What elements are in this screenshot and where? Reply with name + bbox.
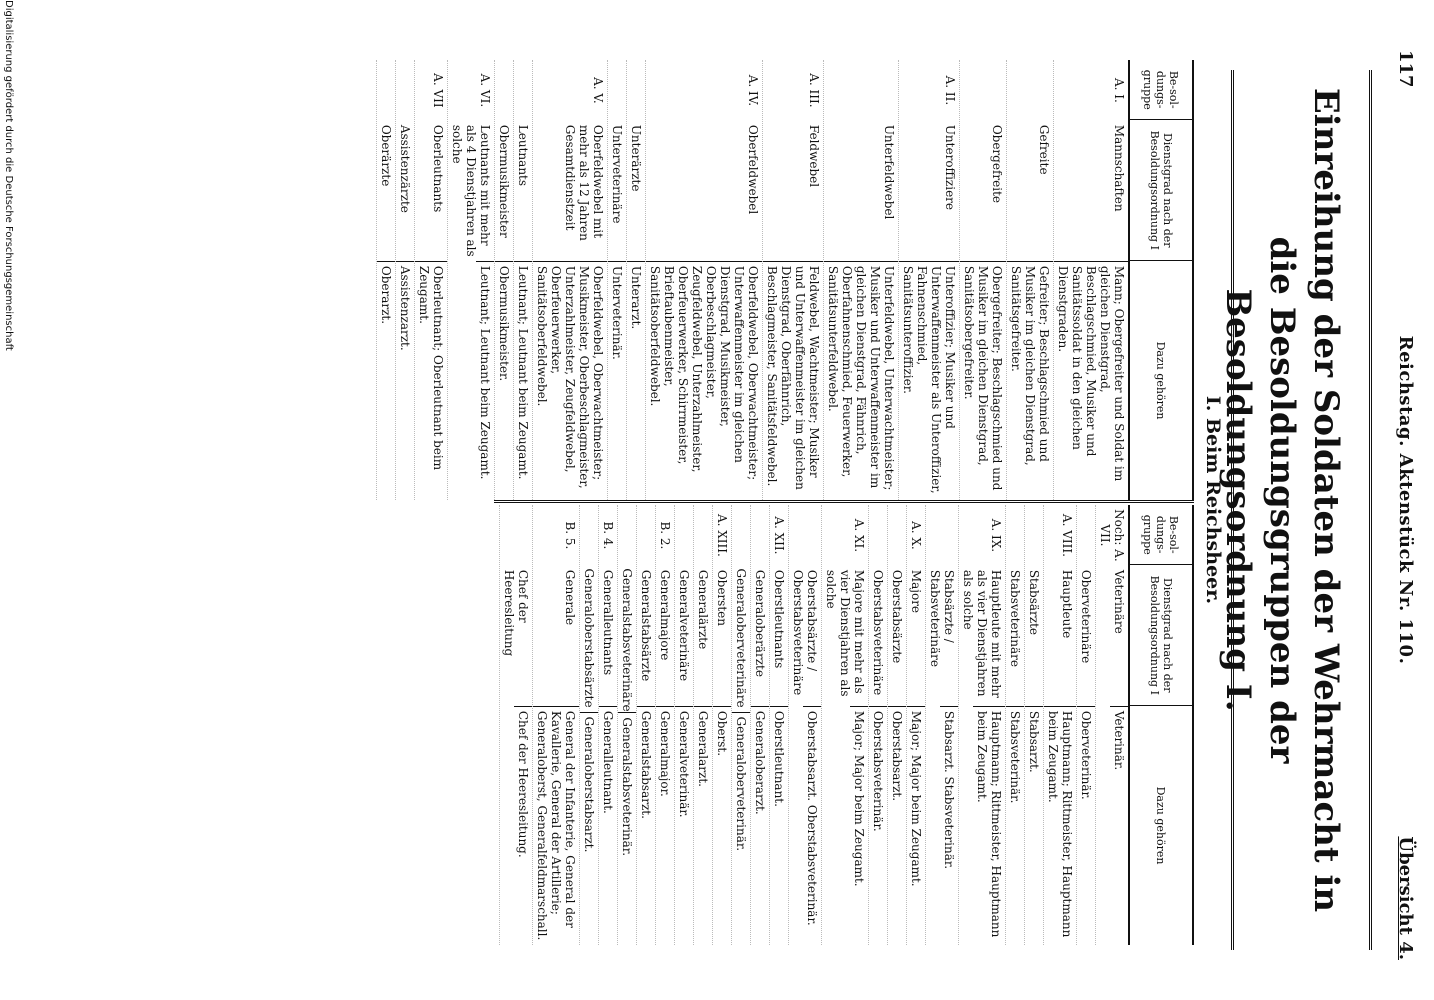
section-heading: I. Beim Reichsheer. (1202, 395, 1224, 605)
rank-cell: Oberstabsärzte / Oberstabsveterinäre (791, 569, 819, 696)
members-cell: Assistenzarzt. (396, 261, 414, 500)
col-group: Be-sol-dungs-gruppe (1130, 505, 1192, 565)
table-row (532, 60, 607, 500)
rank-cell: Oberstabsveterinäre (871, 569, 885, 696)
group-cell (410, 60, 414, 121)
table-header (1128, 505, 1194, 945)
table-row (395, 60, 414, 500)
rank-cell: Stabsärzte / Stabsveterinäre (928, 569, 956, 667)
members-cell: Oberstabsarzt. Oberstabsveterinär. (803, 706, 821, 945)
table-row (906, 505, 925, 945)
members-cell: Oberst. (713, 706, 731, 945)
title-rule (1231, 70, 1234, 950)
group-cell (746, 505, 750, 565)
rank-cell: Generalveterinäre (677, 569, 691, 682)
document-title: Einreihung der Soldaten der Wehrmacht in die Besoldungsgruppen der Besoldungsordnung I. (1218, 87, 1346, 913)
table-header (1128, 60, 1194, 500)
table-row (414, 60, 447, 500)
footer-credit: Digitalisierung gefördert durch die Deutsche Forschungsgemeinschaft (3, 0, 14, 351)
table-row (598, 505, 617, 945)
column-divider (494, 500, 1194, 503)
rank-cell: Generaloberärzte (753, 569, 767, 677)
members-cell: Leutnant; Leutnant beim Zeugamt. (514, 261, 532, 500)
group-cell (528, 60, 532, 121)
group-cell (817, 505, 821, 566)
group-cell (391, 60, 395, 121)
members-cell: Stabsarzt. (1025, 706, 1043, 945)
rank-cell: Unteroffiziere (943, 124, 957, 211)
table-row (1053, 60, 1128, 500)
table-row (762, 60, 823, 500)
col-rank: Dienstgrad nach der Besoldungsordnung I (1130, 120, 1192, 261)
group-cell: B. 5. (563, 521, 577, 550)
table-row (617, 505, 636, 945)
table-row (626, 60, 645, 500)
members-cell: Generalarzt. (694, 706, 712, 945)
col-rank: Dienstgrad nach der Besoldungsordnung I (1130, 565, 1192, 706)
group-cell: A. XII. (772, 516, 786, 555)
rank-cell: Stabsveterinäre (1008, 569, 1022, 667)
members-cell: Veterinär. (1110, 706, 1128, 945)
group-cell: A. IV. (746, 74, 760, 107)
group-cell (954, 505, 958, 566)
table-body (376, 60, 1128, 500)
table-row (887, 505, 906, 945)
group-cell (1039, 505, 1043, 566)
members-cell: Generalveterinär. (675, 706, 693, 945)
table-row (925, 505, 958, 945)
table-row (607, 60, 626, 500)
members-cell: Leutnant; Leutnant beim Zeugamt. (476, 261, 494, 500)
members-cell: Stabsarzt. Stabsveterinär. (940, 706, 958, 945)
header-rule (1369, 70, 1372, 950)
members-cell: Oberarzt. (377, 261, 395, 500)
rank-cell: Leutnants mit mehr als 4 Dienstjahren als solche (450, 124, 492, 257)
table-row (1024, 505, 1043, 945)
members-cell: Stabsveterinär. (1006, 706, 1024, 945)
members-cell: Unterarzt. (627, 261, 645, 500)
table-row (821, 505, 868, 945)
table-right (499, 505, 1194, 945)
table-row (636, 505, 655, 945)
rank-cell: Generalstabsärzte (639, 569, 653, 682)
members-cell: Oberstabsveterinär. (869, 706, 887, 945)
rank-cell: Leutnants (516, 124, 530, 187)
group-cell: A. XI. (852, 518, 866, 553)
table-row (499, 505, 532, 945)
table-row (655, 505, 674, 945)
group-cell: A. V. (591, 77, 605, 104)
members-cell: Unterfeldwebel, Unterwachtmeister; Musiker und Unterwaffenmeister im gleichen Dienstgrad, Fähnrich, Oberfahnenschmied, Feuerwerker, Sanitätsunterfeldwebel. (824, 261, 898, 500)
table-row (823, 60, 898, 500)
group-cell: A. VII (431, 73, 445, 108)
members-cell: Oberveterinär. (1077, 706, 1095, 945)
rank-cell: Unterärzte (629, 124, 643, 192)
table-body (499, 505, 1128, 945)
page-number: 117 (1395, 50, 1416, 88)
members-cell: Generaloberstabsarzt. (580, 712, 598, 945)
group-cell: Noch: A. VII. (1098, 509, 1126, 562)
rank-cell: Oberleutnants (431, 124, 445, 213)
group-cell (509, 60, 513, 121)
members-cell: Generaloberarzt. (751, 706, 769, 945)
table-row (868, 505, 887, 945)
rank-cell: Generalmajore (658, 569, 672, 661)
col-members: Dazu gehören (1154, 341, 1168, 420)
running-header (1386, 0, 1416, 1000)
table-row (958, 505, 1005, 945)
group-cell (689, 505, 693, 566)
members-cell: Generalleutnant. (599, 706, 617, 945)
group-cell (632, 505, 636, 564)
header-title: Reichstag. Aktenstück Nr. 110. (1395, 335, 1416, 665)
rank-cell: Generaloberstabsärzte (582, 568, 596, 708)
table-row (693, 505, 712, 945)
group-cell: B. 2. (658, 521, 672, 550)
rank-cell: Assistenzärzte (398, 124, 412, 213)
col-members: Dazu gehören (1154, 786, 1168, 865)
rank-cell: Hauptleute (1060, 569, 1074, 639)
rank-cell: Oberstleutnants (772, 569, 786, 669)
rank-cell: Obersten (715, 569, 729, 626)
group-cell: A. X. (909, 521, 923, 550)
table-row (645, 60, 762, 500)
members-cell: Oberfeldwebel, Oberwachtmeister; Musikmeister, Oberbeschlagmeister, Unterzahlmeister, Zeugfeldwebel, Oberfeuerwerker, Sanitätsoberfeldwebel. (533, 261, 607, 500)
col-group: Be-sol-dungs-gruppe (1130, 60, 1192, 120)
rank-cell: Generaloberveterinäre (734, 568, 748, 708)
members-cell: Chef der Heeresleitung. (514, 706, 532, 945)
members-cell: Generalstabsveterinär. (618, 712, 636, 945)
group-cell: A. XIII. (715, 513, 729, 557)
group-cell: A. IX. (989, 518, 1003, 553)
rank-cell: Obermusikmeister (497, 124, 511, 238)
members-cell: Generalmajor. (656, 706, 674, 945)
members-cell: Oberleutnant; Oberleutnant beim Zeugamt. (415, 261, 447, 500)
rank-cell: Unterveterinäre (610, 124, 624, 224)
group-cell (1020, 505, 1024, 566)
rank-cell: Oberärzte (379, 124, 393, 187)
rank-cell: Hauptleute mit mehr als vier Dienstjahren als solche (961, 569, 1003, 698)
group-cell (528, 505, 532, 566)
rank-cell: Generalleutnants (601, 569, 615, 676)
group-cell (641, 60, 645, 121)
table-row (750, 505, 769, 945)
rank-cell: Obergefreite (990, 124, 1004, 203)
table-row (674, 505, 693, 945)
group-cell (594, 505, 598, 565)
members-cell: Hauptmann; Rittmeister, Hauptmann beim Zeugamt. (1044, 706, 1076, 945)
rank-cell: Stabsärzte (1027, 569, 1041, 635)
table-row (447, 60, 494, 500)
table-row (1043, 505, 1076, 945)
group-cell (622, 60, 626, 121)
rank-cell: Feldwebel (807, 124, 821, 188)
group-cell (902, 505, 906, 566)
members-cell: Generalstabsarzt. (637, 706, 655, 945)
table-row (494, 60, 513, 500)
group-cell: A. II. (943, 75, 957, 106)
members-cell: Hauptmann; Rittmeister, Hauptmann beim Zeugamt. (973, 706, 1005, 945)
members-cell: Major; Major beim Zeugamt. (850, 706, 868, 945)
group-cell (651, 505, 655, 566)
group-cell (1002, 60, 1006, 121)
rank-cell: Generalärzte (696, 569, 710, 650)
members-cell: Gefreiter; Beschlagschmied und Musiker im gleichen Dienstgrad, Sanitätsgefreiter. (1007, 261, 1053, 500)
members-cell: Mann; Obergefreiter und Soldat im gleichen Dienstgrad, Beschlagschmied, Musiker und Sanitätssoldat in den gleichen Dienstgraden. (1054, 261, 1128, 500)
members-cell: Major; Major beim Zeugamt. (907, 706, 925, 945)
table-row (959, 60, 1006, 500)
rank-cell: Oberfeldwebel (746, 124, 760, 215)
members-cell: Oberfeldwebel, Oberwachtmeister; Unterwaffenmeister im gleichen Dienstgrad, Musikmeister, Oberbeschlagmeister, Zeugfeldwebel, Unterzahlmeister, Oberfeuerwerker, Schirrmeister, Brieftaubenmeister, Sanitätsoberfeldwebel. (646, 261, 762, 500)
table-row (769, 505, 788, 945)
group-cell: A. VIII. (1060, 513, 1074, 557)
table-row (513, 60, 532, 500)
group-cell: A. III. (807, 73, 821, 108)
group-cell (883, 505, 887, 566)
rank-cell: Mannschaften (1112, 124, 1126, 212)
table-row (1095, 505, 1128, 945)
rank-cell: Generalstabsveterinäre (620, 568, 634, 712)
table-row (579, 505, 598, 945)
rank-cell: Unterfeldwebel (882, 124, 896, 220)
table-row (1076, 505, 1095, 945)
members-cell: Generaloberveterinär. (732, 712, 750, 945)
rank-cell: Chef der Heeresleitung (502, 569, 530, 657)
rank-cell: Majore (909, 569, 923, 614)
group-cell: B. 4. (601, 521, 615, 550)
table-left (376, 60, 1194, 500)
members-cell: Unterveterinär. (608, 261, 626, 500)
table-row (788, 505, 821, 945)
members-cell: Oberstleutnant. (770, 706, 788, 945)
table-row (712, 505, 731, 945)
rank-cell: Oberfeldwebel mit mehr als 12 Jahren Gesamtdienstzeit (563, 124, 605, 241)
members-cell: Feldwebel, Wachtmeister; Musiker und Unterwaffenmeister im gleichen Dienstgrad, Oberfähnrich, Beschlagmeister, Sanitätsfeldwebel. (763, 261, 823, 500)
table-row (898, 60, 959, 500)
members-cell: Oberstabsarzt. (888, 706, 906, 945)
group-cell (765, 505, 769, 566)
overview-label: Übersicht 4. (1395, 836, 1416, 960)
table-row (532, 505, 579, 945)
table-row (1006, 60, 1053, 500)
members-cell: Obergefreiter; Beschlagschmied und Musiker im gleichen Dienstgrad, Sanitätsobergefreiter. (960, 261, 1006, 500)
group-cell (708, 505, 712, 566)
rank-cell: Oberveterinäre (1079, 569, 1093, 664)
rank-cell: Veterinäre (1112, 569, 1126, 634)
members-cell: Unteroffizier; Musiker und Unterwaffenmeister als Unteroffizier, Fahnenschmied, Sanitätsunteroffizier. (899, 261, 959, 500)
rank-cell: Oberstabsärzte (890, 569, 904, 664)
group-cell (1049, 60, 1053, 121)
rank-cell: Majore mit mehr als vier Dienstjahren als solche (824, 569, 866, 697)
rank-cell: Generale (563, 569, 577, 626)
group-cell (1091, 505, 1095, 566)
table-row (731, 505, 750, 945)
group-cell: A. VI. (478, 73, 492, 108)
members-cell: General der Infanterie, General der Kavallerie, General der Artillerie; Generaloberst, Generalfeldmarschall. (533, 706, 579, 945)
rank-cell: Gefreite (1037, 124, 1051, 175)
group-cell: A. I. (1112, 77, 1126, 103)
members-cell: Obermusikmeister. (495, 261, 513, 500)
table-row (376, 60, 395, 500)
group-cell (894, 60, 898, 121)
table-row (1005, 505, 1024, 945)
